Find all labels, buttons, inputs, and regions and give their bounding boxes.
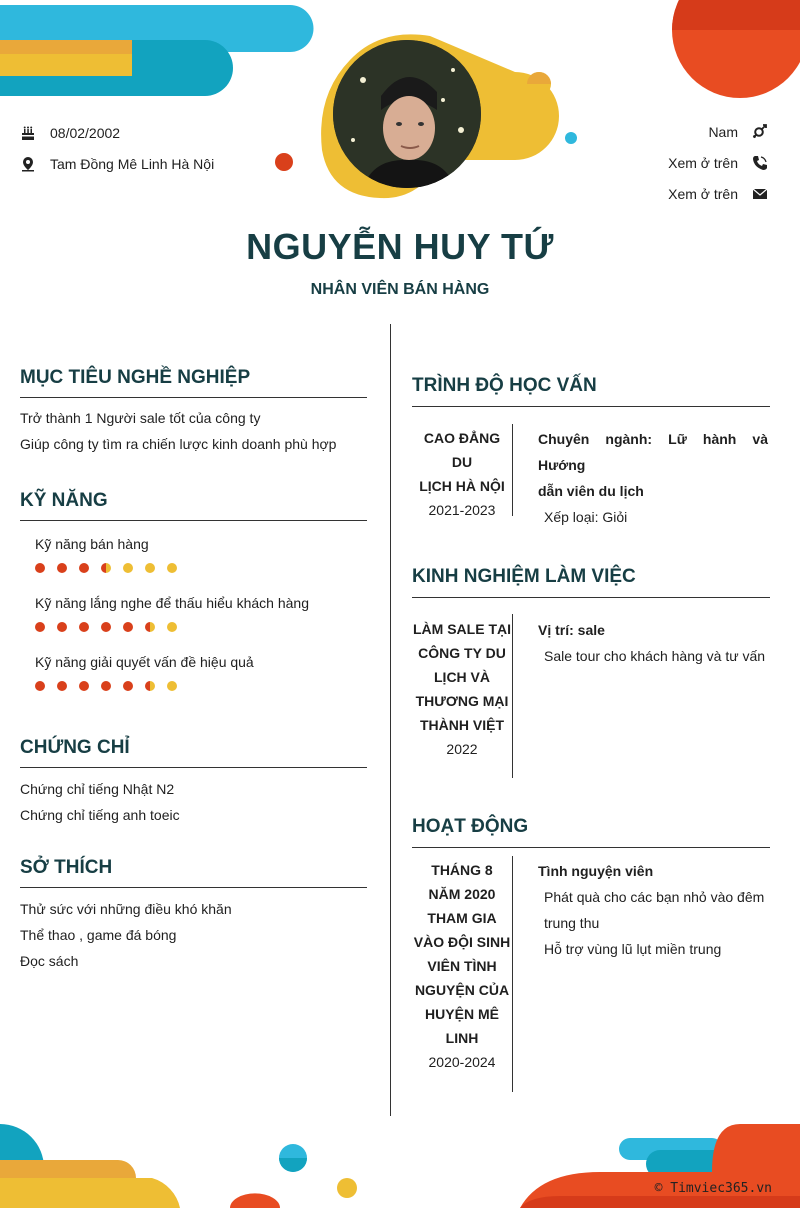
column-divider: [390, 324, 391, 1116]
skill-rating-dot: [101, 563, 111, 573]
hobbies-title: SỞ THÍCH: [20, 857, 113, 878]
gender-text: Nam: [708, 124, 738, 140]
education-school-line: CAO ĐẲNG DU: [423, 430, 501, 470]
education-title: TRÌNH ĐỘ HỌC VẤN: [412, 375, 597, 396]
activity-description-line: Phát quà cho các bạn nhỏ vào đêm: [544, 889, 765, 905]
activity-org: [412, 858, 512, 1074]
activity-period: 2020-2024: [428, 1054, 496, 1070]
experience-company-line: THƯƠNG MẠI: [415, 693, 509, 709]
email-row: [668, 186, 768, 202]
gender-icon: [752, 124, 768, 140]
experience-company-line: CÔNG TY DU: [418, 645, 506, 661]
skill-rating-dot: [57, 681, 67, 691]
skill-rating-dot: [123, 563, 133, 573]
hobbies-underline: [20, 887, 367, 888]
activity-description-line: trung thu: [544, 915, 600, 931]
career-goal-line: Trở thành 1 Người sale tốt của công ty: [20, 410, 261, 426]
address-row: [20, 156, 214, 172]
activity-org-line: LINH: [445, 1030, 479, 1046]
experience-divider: [512, 614, 513, 778]
activity-org-line: THAM GIA: [427, 910, 497, 926]
activities-underline: [412, 847, 770, 848]
skill-rating-dot: [167, 681, 177, 691]
avatar: [333, 40, 481, 188]
activity-org-line: HUYỆN MÊ: [425, 1006, 499, 1022]
experience-title: KINH NGHIỆM LÀM VIỆC: [412, 566, 636, 587]
phone-icon: [752, 155, 768, 171]
gender-row: [708, 124, 768, 140]
skill-rating-dot: [57, 563, 67, 573]
experience-company-line: LỊCH VÀ: [434, 669, 490, 685]
education-period: 2021-2023: [428, 502, 496, 518]
skill-rating-dot: [167, 622, 177, 632]
skill-name: Kỹ năng lắng nghe để thấu hiểu khách hàng: [35, 595, 310, 611]
skill-rating-dot: [79, 622, 89, 632]
avatar-photo: [333, 40, 481, 188]
skill-rating-dot: [123, 681, 133, 691]
birthday-row: [20, 125, 120, 141]
certificate-line: Chứng chỉ tiếng Nhật N2: [20, 781, 175, 797]
education-major-line: Chuyên ngành: Lữ hành và Hướng: [538, 431, 768, 473]
skill-name: Kỹ năng bán hàng: [35, 536, 149, 552]
activity-role: Tình nguyện viên: [538, 863, 654, 879]
experience-company-line: LÀM SALE TẠI: [413, 621, 511, 637]
hobby-line: Thể thao , game đá bóng: [20, 927, 177, 943]
education-school: [412, 426, 512, 522]
skill-rating: [35, 681, 177, 691]
skill-rating-dot: [145, 563, 155, 573]
experience-description: Sale tour cho khách hàng và tư vấn: [544, 648, 766, 664]
activity-details: [538, 858, 776, 962]
skill-rating-dot: [35, 622, 45, 632]
address-text: Tam Đồng Mê Linh Hà Nội: [50, 156, 215, 172]
education-divider: [512, 424, 513, 516]
skills-title: KỸ NĂNG: [20, 490, 108, 511]
envelope-icon: [752, 186, 768, 202]
education-underline: [412, 406, 770, 407]
candidate-name: NGUYỄN HUY TỨ: [246, 226, 554, 267]
skill-rating: [35, 622, 177, 632]
education-details: [538, 426, 768, 530]
hobby-line: Đọc sách: [20, 953, 79, 969]
activities-title: HOẠT ĐỘNG: [412, 816, 529, 837]
hobby-line: Thử sức với những điều khó khăn: [20, 901, 232, 917]
certificates-underline: [20, 767, 367, 768]
location-pin-icon: [20, 156, 36, 172]
skills-underline: [20, 520, 367, 521]
certificate-line: Chứng chỉ tiếng anh toeic: [20, 807, 180, 823]
activity-description-line: Hỗ trợ vùng lũ lụt miền trung: [544, 941, 722, 957]
experience-company-line: THÀNH VIỆT: [420, 717, 504, 733]
skill-name: Kỹ năng giải quyết vấn đề hiệu quả: [35, 654, 254, 670]
skill-rating-dot: [35, 681, 45, 691]
skill-rating-dot: [101, 681, 111, 691]
skill-rating-dot: [79, 681, 89, 691]
skill-rating-dot: [167, 563, 177, 573]
job-title: NHÂN VIÊN BÁN HÀNG: [310, 281, 490, 298]
activity-divider: [512, 856, 513, 1092]
birthday-text: 08/02/2002: [50, 125, 121, 141]
activity-org-line: VÀO ĐỘI SINH: [413, 934, 511, 950]
experience-underline: [412, 597, 770, 598]
education-grade: Xếp loại: Giỏi: [544, 509, 628, 525]
experience-period: 2022: [446, 741, 478, 757]
skill-rating-dot: [101, 622, 111, 632]
education-major-line: dẫn viên du lịch: [538, 483, 644, 499]
career-goal-title: MỤC TIÊU NGHỀ NGHIỆP: [20, 367, 251, 388]
skill-rating-dot: [145, 681, 155, 691]
skill-rating-dot: [123, 622, 133, 632]
footer-watermark: © Timviec365.vn: [654, 1181, 772, 1196]
experience-company: [412, 617, 512, 761]
skill-rating-dot: [35, 563, 45, 573]
activity-org-line: NGUYỆN CỦA: [414, 982, 510, 998]
activity-org-line: THÁNG 8: [431, 862, 493, 878]
activity-org-line: VIÊN TÌNH: [427, 958, 497, 974]
skill-rating: [35, 563, 177, 573]
phone-text: Xem ở trên: [668, 155, 738, 171]
experience-details: [538, 617, 770, 669]
email-text: Xem ở trên: [668, 186, 738, 202]
certificates-title: CHỨNG CHỈ: [20, 737, 130, 758]
birthday-cake-icon: [20, 125, 36, 141]
career-goal-underline: [20, 397, 367, 398]
experience-position: Vị trí: sale: [538, 622, 605, 638]
career-goal-line: Giúp công ty tìm ra chiến lược kinh doanh phù hợp: [20, 436, 337, 452]
education-school-line: LỊCH HÀ NỘI: [419, 478, 505, 494]
skill-rating-dot: [79, 563, 89, 573]
skill-rating-dot: [57, 622, 67, 632]
skill-rating-dot: [145, 622, 155, 632]
phone-row: [668, 155, 768, 171]
activity-org-line: NĂM 2020: [428, 886, 496, 902]
